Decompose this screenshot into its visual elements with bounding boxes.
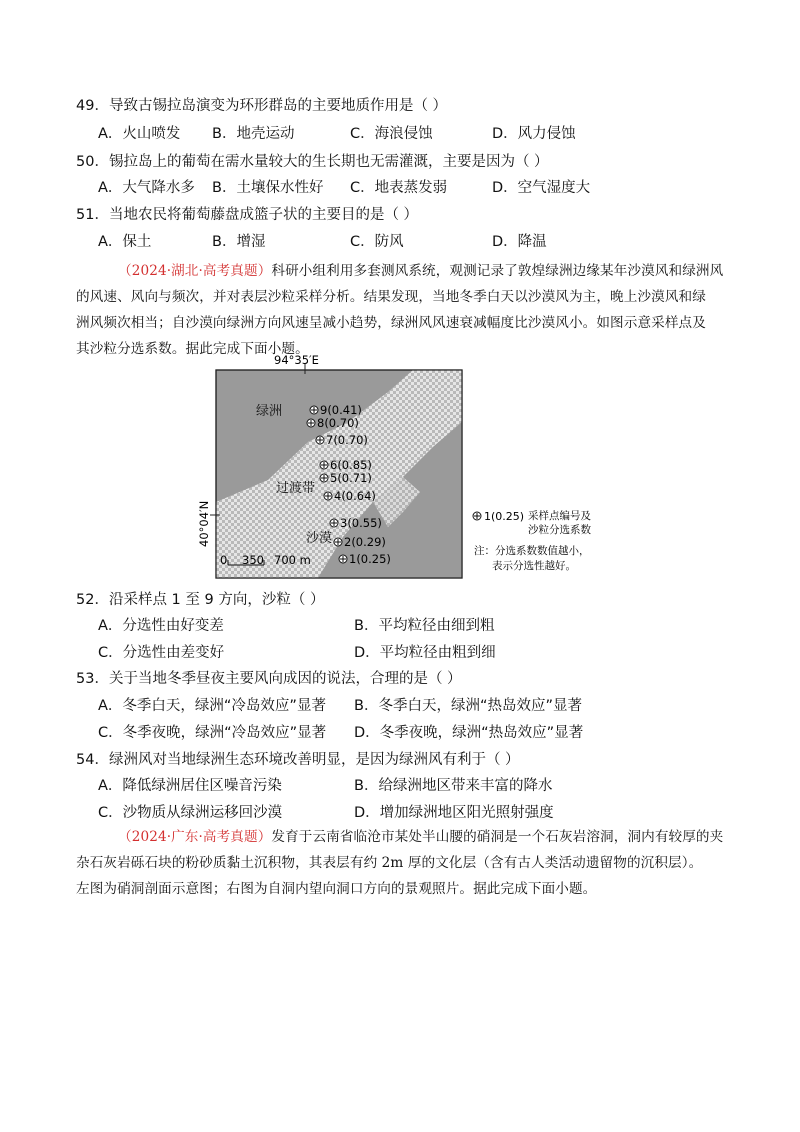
q53-option-d[interactable]: D．冬季夜晚，绿洲“热岛效应”显著 [354, 725, 584, 741]
sampling-map [198, 352, 618, 582]
sample-point-label-2: 2(0.29) [344, 535, 386, 549]
zone-label-transition: 过渡带 [276, 481, 316, 496]
sample-point-label-1: 1(0.25) [349, 552, 391, 566]
q54-option-a[interactable]: A．降低绿洲居住区噪音污染 [98, 778, 282, 794]
q51-option-d[interactable]: D．降温 [492, 234, 547, 250]
zone-label-oasis: 绿洲 [256, 404, 283, 419]
q49-option-d[interactable]: D．风力侵蚀 [492, 126, 576, 142]
q54-option-b[interactable]: B．给绿洲地区带来丰富的降水 [354, 778, 553, 794]
intro-paragraph-hubei [76, 258, 726, 362]
q51-option-c[interactable]: C．防风 [350, 234, 404, 250]
map-legend [473, 509, 591, 572]
sample-point-label-9: 9(0.41) [320, 403, 362, 417]
sample-point-label-4: 4(0.64) [334, 489, 376, 503]
intro1-line3: 洲风频次相当；自沙漠向绿洲方向风速呈减小趋势，绿洲风风速衰减幅度比沙漠风小。如图示意采样点及 [76, 315, 706, 331]
question-50-stem: 50．锡拉岛上的葡萄在需水量较大的生长期也无需灌溉，主要是因为（ ） [76, 154, 549, 170]
legend-sample-label: 1(0.25) [484, 510, 525, 523]
scale-label-350: 350 [242, 553, 264, 567]
question-54-stem: 54．绿洲风对当地绿洲生态环境改善明显，是因为绿洲风有利于（ ） [76, 752, 520, 768]
q53-option-c[interactable]: C．冬季夜晚，绿洲“冷岛效应”显著 [98, 725, 327, 741]
q52-option-a[interactable]: A．分选性由好变差 [98, 618, 224, 634]
intro-paragraph-guangdong [76, 824, 726, 902]
q52-option-b[interactable]: B．平均粒径由细到粗 [354, 618, 495, 634]
question-52-stem: 52．沿采样点 1 至 9 方向，沙粒（ ） [76, 592, 325, 608]
q52-option-d[interactable]: D．平均粒径由粗到细 [354, 645, 496, 661]
q51-option-a[interactable]: A．保土 [98, 234, 152, 250]
q50-option-c[interactable]: C．地表蒸发弱 [350, 180, 448, 196]
q53-option-a[interactable]: A．冬季白天，绿洲“冷岛效应”显著 [98, 698, 326, 714]
intro2-line3: 左图为硝洞剖面示意图；右图为自洞内望向洞口方向的景观照片。据此完成下面小题。 [76, 881, 597, 897]
question-49-stem: 49．导致古锡拉岛演变为环形群岛的主要地质作用是（ ） [76, 98, 448, 114]
question-51-stem: 51．当地农民将葡萄藤盘成篮子状的主要目的是（ ） [76, 207, 419, 223]
sample-point-label-8: 8(0.70) [317, 416, 359, 430]
q49-option-c[interactable]: C．海浪侵蚀 [350, 126, 433, 142]
q50-option-a[interactable]: A．大气降水多 [98, 180, 195, 196]
sample-point-label-3: 3(0.55) [340, 516, 382, 530]
sample-point-label-7: 7(0.70) [326, 433, 368, 447]
q52-option-c[interactable]: C．分选性由差变好 [98, 645, 225, 661]
legend-text-line2: 沙粒分选系数 [528, 524, 591, 536]
intro1-line2: 的风速、风向与频次，并对表层沙粒采样分析。结果发现，当地冬季白天以沙漠风为主，晚上沙漠风和绿 [76, 289, 706, 305]
q54-option-d[interactable]: D．增加绿洲地区阳光照射强度 [354, 805, 554, 821]
latitude-label: 40°04′N [198, 500, 211, 547]
q53-option-b[interactable]: B．冬季白天，绿洲“热岛效应”显著 [354, 698, 582, 714]
intro1-line4: 其沙粒分选系数。据此完成下面小题。 [76, 341, 309, 357]
intro1-line1: 科研小组利用多套测风系统，观测记录了敦煌绿洲边缘某年沙漠风和绿洲风 [271, 263, 724, 279]
q54-option-c[interactable]: C．沙物质从绿洲运移回沙漠 [98, 805, 283, 821]
source-tag-guangdong: （2024·广东·高考真题） [118, 829, 272, 845]
intro2-line1: 发育于云南省临沧市某处半山腰的硝洞是一个石灰岩溶洞，洞内有较厚的夹 [271, 829, 724, 845]
legend-note-line1: 注：分选系数数值越小， [474, 545, 590, 557]
q49-option-b[interactable]: B．地壳运动 [212, 126, 295, 142]
longitude-label: 94°35′E [274, 353, 319, 367]
q50-option-b[interactable]: B．土壤保水性好 [212, 180, 324, 196]
sample-point-label-5: 5(0.71) [330, 471, 372, 485]
question-53-stem: 53．关于当地冬季昼夜主要风向成因的说法，合理的是（ ） [76, 671, 462, 687]
scale-label-0: 0 [220, 553, 228, 567]
legend-note-line2: 表示分选性越好。 [492, 560, 576, 572]
zone-label-desert: 沙漠 [306, 531, 333, 546]
legend-text-line1: 采样点编号及 [528, 510, 591, 522]
source-tag-hubei: （2024·湖北·高考真题） [118, 263, 272, 279]
q49-option-a[interactable]: A．火山喷发 [98, 126, 181, 142]
q50-option-d[interactable]: D．空气湿度大 [492, 180, 591, 196]
sample-point-label-6: 6(0.85) [330, 458, 372, 472]
intro2-line2: 杂石灰岩砾石块的粉砂质黏土沉积物，其表层有约 2m 厚的文化层（含有古人类活动遗留物的沉积层）。 [76, 855, 703, 871]
scale-label-700: 700 m [274, 553, 311, 567]
q51-option-b[interactable]: B．增湿 [212, 234, 266, 250]
sampling-map-figure [198, 352, 618, 582]
